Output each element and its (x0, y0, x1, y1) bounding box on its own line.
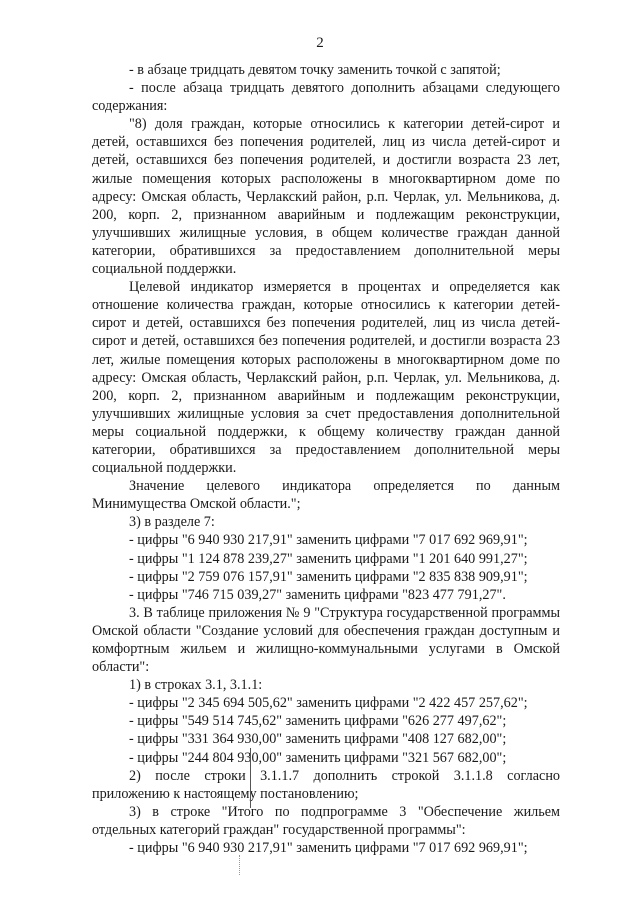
paragraph: - в абзаце тридцать девятом точку заменить точкой с запятой; (129, 62, 501, 78)
paragraph: 3. В таблице приложения № 9 "Структура государственной программы Омской области "Создание условий для обеспечения граждан доступным и комфортным жильем и жилищно-коммунальными услугами в Омской области": (92, 604, 560, 676)
paragraph: "8) доля граждан, которые относились к категории детей-сирот и детей, оставшихся без попечения родителей, лиц из числа детей-сирот и детей, оставшихся без попечения родителей, и достигли возраста 23 лет, жилые помещения которых расположены в многоквартирном доме по адресу: Омская область, Черлакский район, р.п. Черлак, ул. Мельникова, д. 200, корп. 2, признанном аварийным и подлежащим реконструкции, улучшивших жилищные условия, в общем количестве граждан данной категории, обратившихся за предоставлением дополнительной меры социальной поддержки. (92, 116, 560, 278)
paragraph: - цифры "331 364 930,00" заменить цифрами "408 127 682,00"; (129, 731, 507, 748)
paragraph: - цифры "2 759 076 157,91" заменить цифрами "2 835 838 909,91"; (129, 568, 528, 585)
scan-artifact-mark (239, 855, 241, 875)
paragraph: - после абзаца тридцать девятого дополнить абзацами следующего содержания: (92, 80, 560, 115)
scan-artifact-line (250, 748, 251, 808)
paragraph: - цифры "244 804 930,00" заменить цифрами "321 567 682,00"; (129, 749, 507, 766)
paragraph: - цифры "2 345 694 505,62" заменить цифрами "2 422 457 257,62"; (129, 695, 528, 712)
paragraph: Значение целевого индикатора определяется по данным Минимущества Омской области."; (92, 478, 560, 513)
document-body (92, 61, 560, 857)
paragraph: 1) в строках 3.1, 3.1.1: (129, 677, 263, 694)
paragraph: - цифры "1 124 878 239,27" заменить цифрами "1 201 640 991,27"; (129, 550, 528, 567)
paragraph: - цифры "549 514 745,62" заменить цифрами "626 277 497,62"; (129, 713, 507, 730)
paragraph: 2) после строки 3.1.1.7 дополнить строкой 3.1.1.8 согласно приложению к настоящему постановлению; (92, 767, 560, 802)
paragraph: - цифры "6 940 930 217,91" заменить цифрами "7 017 692 969,91"; (129, 532, 528, 549)
paragraph: 3) в строке "Итого по подпрограмме 3 "Обеспечение жильем отдельных категорий граждан" государственной программы": (92, 803, 560, 838)
paragraph: Целевой индикатор измеряется в процентах и определяется как отношение количества граждан, которые относились к категории детей-сирот и детей, оставшихся без попечения родителей, лиц из числа детей-сирот и детей, оставшихся без попечения родителей, и достигли возраста 23 лет, жилые помещения которых расположены в многоквартирном доме по адресу: Омская область, Черлакский район, р.п. Черлак, ул. Мельникова, д. 200, корп. 2, признанном аварийным и подлежащим реконструкции, улучшивших жилищные условия за счет предоставления дополнительной меры социальной поддержки, к общему количеству граждан данной категории, обратившихся за предоставлением дополнительной меры социальной поддержки. (92, 279, 560, 477)
page-number: 2 (316, 35, 324, 51)
paragraph: - цифры "746 715 039,27" заменить цифрами "823 477 791,27". (129, 586, 506, 603)
paragraph: 3) в разделе 7: (129, 514, 215, 531)
paragraph: - цифры "6 940 930 217,91" заменить цифрами "7 017 692 969,91"; (129, 840, 528, 857)
